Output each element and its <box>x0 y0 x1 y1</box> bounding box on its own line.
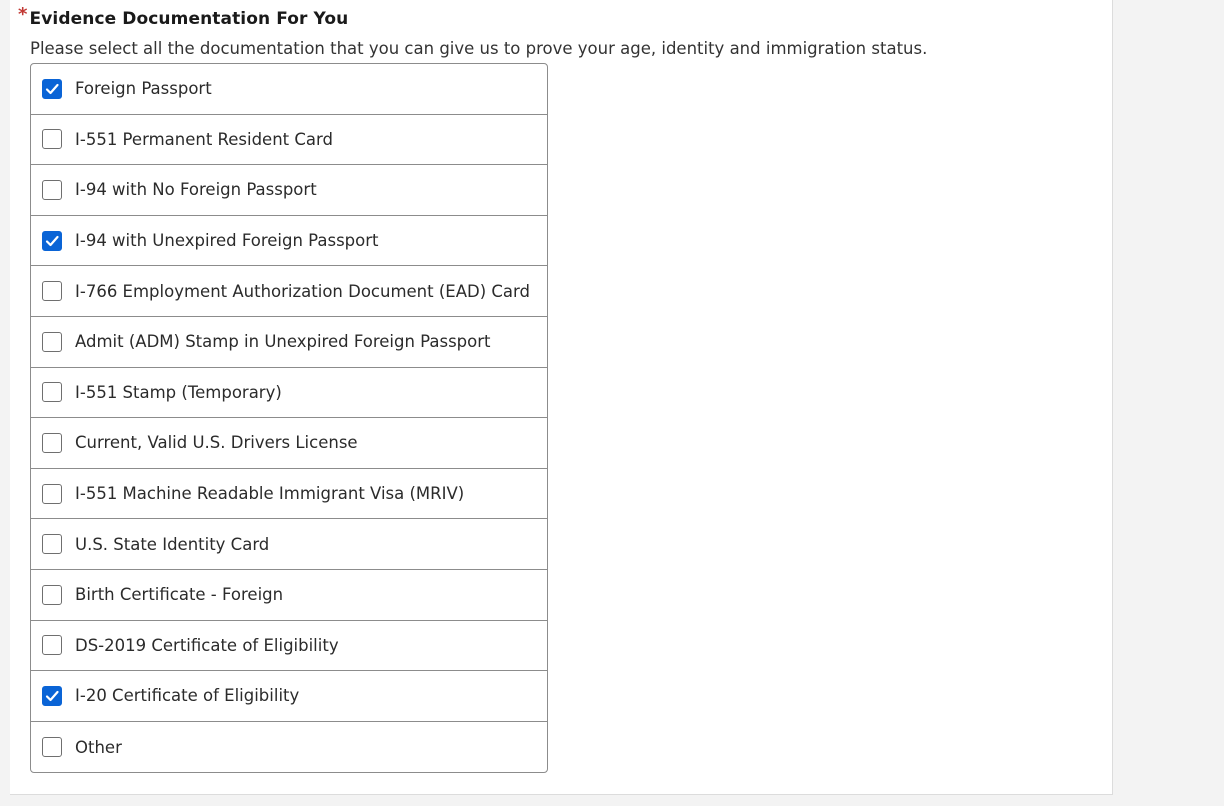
checkbox-option[interactable] <box>31 115 547 166</box>
checkbox-option[interactable] <box>31 519 547 570</box>
checkbox-option[interactable] <box>31 469 547 520</box>
checkbox-option[interactable] <box>31 266 547 317</box>
checkbox-option[interactable] <box>31 722 547 773</box>
checkbox-group <box>30 63 548 773</box>
checkbox-option-label: U.S. State Identity Card <box>75 534 270 554</box>
checkbox-checked[interactable] <box>42 231 62 251</box>
field-help-text: Please select all the documentation that you can give us to prove your age, identity and immigration status. <box>30 39 928 58</box>
checkbox-option[interactable] <box>31 570 547 621</box>
checkmark-icon <box>44 688 60 704</box>
checkbox-unchecked[interactable] <box>42 332 62 352</box>
checkbox-option-label: Current, Valid U.S. Drivers License <box>75 433 358 453</box>
checkbox-option-label: Admit (ADM) Stamp in Unexpired Foreign Passport <box>75 332 491 352</box>
form-panel <box>10 0 1113 795</box>
checkbox-option[interactable] <box>31 621 547 672</box>
checkbox-option-label: Other <box>75 737 122 757</box>
field-label <box>18 4 349 29</box>
checkbox-option-label: I-551 Stamp (Temporary) <box>75 382 282 402</box>
checkbox-option-label: DS-2019 Certificate of Eligibility <box>75 635 339 655</box>
field-label-text: Evidence Documentation For You <box>29 9 349 29</box>
checkbox-unchecked[interactable] <box>42 281 62 301</box>
checkbox-unchecked[interactable] <box>42 635 62 655</box>
checkbox-unchecked[interactable] <box>42 180 62 200</box>
required-marker: * <box>18 4 28 25</box>
checkbox-option-label: I-94 with No Foreign Passport <box>75 180 317 200</box>
checkbox-option[interactable] <box>31 317 547 368</box>
checkbox-unchecked[interactable] <box>42 534 62 554</box>
checkbox-option-label: Birth Certificate - Foreign <box>75 585 284 605</box>
checkmark-icon <box>44 81 60 97</box>
checkbox-option-label: I-551 Machine Readable Immigrant Visa (MRIV) <box>75 484 465 504</box>
checkbox-unchecked[interactable] <box>42 585 62 605</box>
checkbox-unchecked[interactable] <box>42 382 62 402</box>
checkbox-option-label: I-551 Permanent Resident Card <box>75 129 333 149</box>
checkbox-option[interactable] <box>31 671 547 722</box>
checkbox-option[interactable] <box>31 418 547 469</box>
checkbox-unchecked[interactable] <box>42 129 62 149</box>
checkbox-option[interactable] <box>31 64 547 115</box>
checkbox-unchecked[interactable] <box>42 484 62 504</box>
checkbox-option-label: Foreign Passport <box>75 79 212 99</box>
checkbox-option-label: I-766 Employment Authorization Document (EAD) Card <box>75 281 530 301</box>
checkbox-option-label: I-20 Certificate of Eligibility <box>75 686 300 706</box>
checkbox-checked[interactable] <box>42 686 62 706</box>
checkmark-icon <box>44 233 60 249</box>
checkbox-unchecked[interactable] <box>42 433 62 453</box>
checkbox-option[interactable] <box>31 165 547 216</box>
checkbox-unchecked[interactable] <box>42 737 62 757</box>
checkbox-option-label: I-94 with Unexpired Foreign Passport <box>75 231 379 251</box>
checkbox-checked[interactable] <box>42 79 62 99</box>
checkbox-option[interactable] <box>31 216 547 267</box>
checkbox-option[interactable] <box>31 368 547 419</box>
